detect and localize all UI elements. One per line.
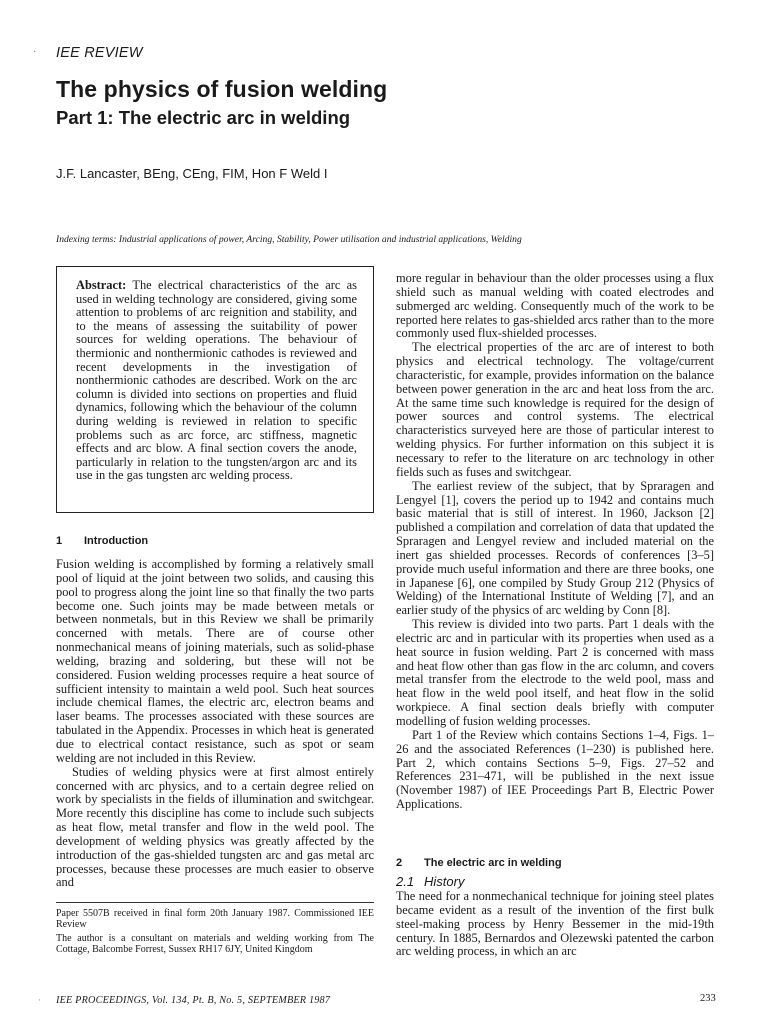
abstract-label: Abstract:	[76, 278, 127, 292]
footnote-rule	[56, 902, 374, 903]
section-2-body	[396, 890, 714, 959]
subsection-number: 2.1	[396, 874, 415, 889]
section-number: 2	[396, 857, 403, 869]
paragraph: Part 1 of the Review which contains Sections 1–4, Figs. 1–26 and the associated References (1–230) is published here. Part 2, which contains Sections 5–9, Figs. 27–52 and References 231–471, will be published in the next issue (November 1987) of IEE Proceedings Part B, Electric Power Applications.	[396, 727, 714, 812]
paragraph: Studies of welding physics were at first almost entirely concerned with arc physics, and to a certain degree relied on work by specialists in the fields of illumination and switchgear. More recently this discipline has come to include such subjects as heat flow, metal transfer and flow in the weld pool. The development of welding physics was greatly affected by the introduction of the gas-shielded tungsten arc and gas metal arc processes, because these processes are much easier to observe and	[56, 764, 374, 890]
author-affiliation: The author is a consultant on materials and welding working from The Cottage, Balcombe Forrest, Sussex RH17 6JY, United Kingdom	[56, 933, 374, 955]
author-line: J.F. Lancaster, BEng, CEng, FIM, Hon F Weld I	[56, 166, 328, 181]
section-heading-electric-arc	[396, 857, 562, 869]
margin-mark: ·	[33, 47, 37, 58]
abstract	[76, 279, 357, 483]
paragraph: This review is divided into two parts. Part 1 deals with the electric arc and in particular with its properties when used as a heat source in fusion welding. Part 2 is concerned with mass and heat flow other than gas flow in the arc column, and covers metal transfer from the electrode to the weld pool, mass and heat flow in the weld pool itself, and heat flow in the solid workpiece. A final section deals briefly with computer modelling of fusion welding processes.	[396, 617, 714, 728]
abstract-box	[56, 266, 374, 513]
section-title: Introduction	[84, 535, 149, 547]
column-2-body	[396, 272, 714, 812]
column-1-body	[56, 558, 374, 890]
paragraph: more regular in behaviour than the older processes using a flux shield such as manual welding with coated electrodes and submerged arc welding. Consequently much of the work to be reported here relates to gas-shielded arcs rather than to the more commonly used flux-shielded processes.	[396, 271, 714, 341]
page-number: 233	[700, 993, 716, 1004]
footer-journal-citation: IEE PROCEEDINGS, Vol. 134, Pt. B, No. 5, SEPTEMBER 1987	[56, 995, 331, 1006]
footer-mark: ·	[38, 995, 41, 1005]
section-heading-introduction	[56, 535, 148, 547]
abstract-text: The electrical characteristics of the arc as used in welding technology are considered, giving some attention to problems of arc reignition and stability, and to the means of assessing the suitability of power sources for welding operations. The behaviour of thermionic and nonthermionic cathodes is reviewed and recent developments in the investigation of nonthermionic cathodes are described. Work on the arc column is divided into sections on properties and fluid dynamics, following which the behaviour of the column during welding is reviewed in relation to specific problems such as arc force, arc stiffness, magnetic effects and arc blow. A final section covers the anode, particularly in relation to the tungsten/argon arc and its use in the gas tungsten arc welding process.	[76, 278, 358, 483]
paragraph: The need for a nonmechanical technique for joining steel plates became evident as a result of the invention of the first bulk steel-making process by Henry Bessemer in the mid-19th century. In 1885, Bernardos and Olezewski patented the carbon arc welding process, in which an arc	[396, 889, 714, 959]
section-number: 1	[56, 535, 63, 547]
received-note: Paper 5507B received in final form 20th January 1987. Commissioned IEE Review	[56, 908, 374, 930]
footnote	[56, 908, 374, 958]
subsection-heading-history	[396, 874, 464, 889]
paragraph: The earliest review of the subject, that by Spraragen and Lengyel [1], covers the period up to 1942 and contains much basic material that is still of interest. In 1960, Jackson [2] published a compilation and correlation of data that updated the Spraragen and Lengyel review and included material on the inert gas shielded processes. Records of conferences [3–5] provide much useful information and there are three books, one in Japanese [6], one compiled by Study Group 212 (Physics of Welding) of the International Institute of Welding [7], and an earlier study of the physics of arc welding by Conn [8].	[396, 478, 714, 618]
journal-section-tag: IEE REVIEW	[56, 45, 143, 61]
article-subtitle: Part 1: The electric arc in welding	[56, 107, 351, 128]
indexing-terms: Indexing terms: Industrial applications of power, Arcing, Stability, Power utilisation and industrial applications, Welding	[56, 234, 522, 245]
paragraph: The electrical properties of the arc are of interest to both physics and electrical technology. The voltage/current characteristic, for example, provides information on the balance between power generation in the arc and heat loss from the arc. At the same time such knowledge is required for the design of power sources and control systems. The electrical characteristics surveyed here are those of particular interest to welding physics. For further information on this subject it is necessary to refer to the literature on arc technology in other fields such as fuses and switchgear.	[396, 340, 714, 479]
subsection-title: History	[424, 874, 465, 889]
paragraph: Fusion welding is accomplished by forming a relatively small pool of liquid at the joint between two solids, and causing this pool to progress along the joint line so that finally the two parts become one. Such joints may be made between metals or between nonmetals, but in this Review we shall be primarily concerned with metals. There are of course other nonmechanical means of joining materials, such as solid-phase welding, brazing and soldering, but these will not be considered. Fusion welding processes require a heat source of sufficient intensity to maintain a weld pool. Such heat sources include chemical flames, the electric arc, electron beams and laser beams. The processes associated with these sources are tabulated in the Appendix. Processes in which heat is generated due to electrical contact resistance, such as spot or seam welding are not included in this Review.	[56, 557, 374, 765]
section-title: The electric arc in welding	[424, 857, 562, 869]
article-title: The physics of fusion welding	[56, 76, 388, 102]
